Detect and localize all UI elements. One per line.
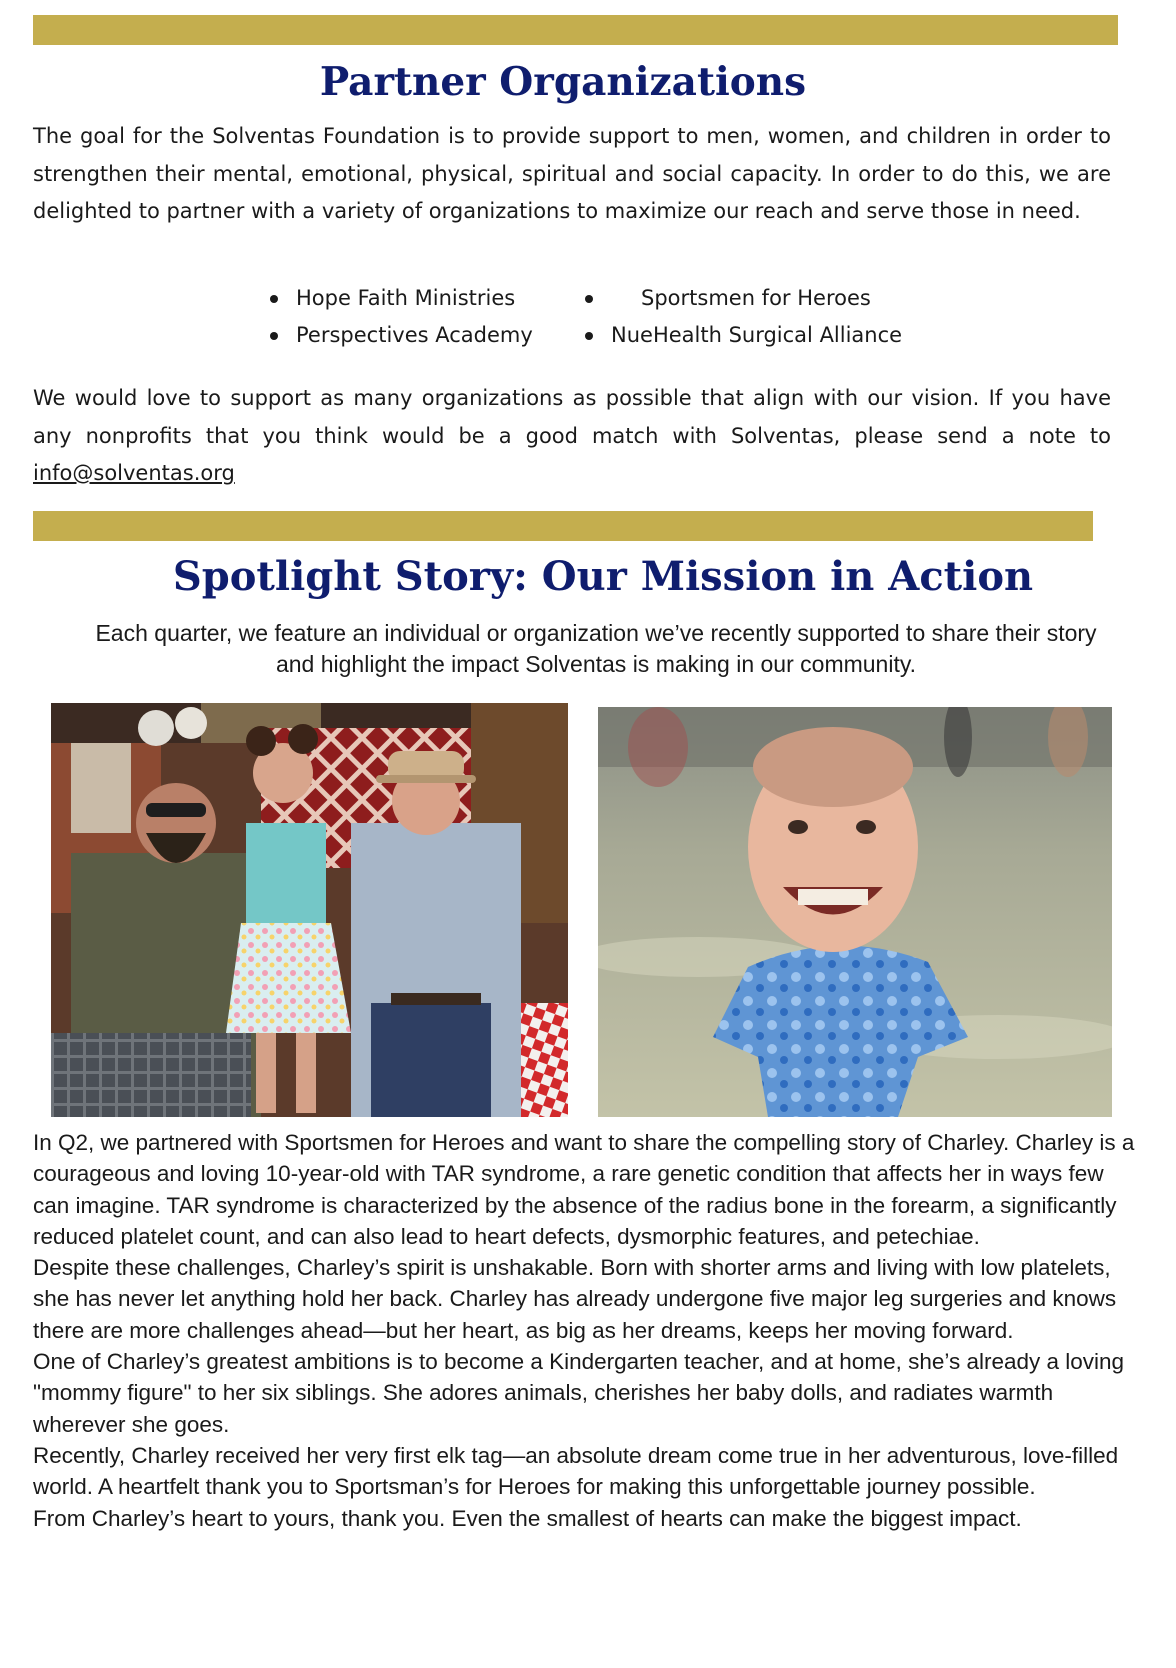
list-item (585, 318, 950, 353)
gold-divider-bar-top (33, 15, 1118, 45)
bullet-icon (270, 295, 278, 303)
email-link[interactable]: info@solventas.org (33, 461, 235, 485)
list-item (270, 281, 585, 316)
partner-support-paragraph (33, 380, 1111, 493)
bullet-icon (270, 332, 278, 340)
story-paragraph: Recently, Charley received her very first elk tag—an absolute dream come true in her adventurous, love-filled world. A heartfelt thank you to Sportsman’s for Heroes for making this unforgettable journey possible. (33, 1442, 1119, 1500)
support-text: We would love to support as many organizations as possible that align with our vision. If you have any nonprofits that you think would be a good match with Solventas, please send a note to (33, 386, 1111, 448)
spotlight-lead-paragraph: Each quarter, we feature an individual or organization we’ve recently supported to share their story and highlight the impact Solventas is making in our community. (95, 620, 1097, 677)
story-paragraph: Despite these challenges, Charley’s spirit is unshakable. Born with shorter arms and living with low platelets, she has never let anything hold her back. Charley has already undergone five major leg surgeries and knows there are more challenges ahead—but her heart, as big as her dreams, keeps her moving forward. (33, 1255, 1117, 1343)
partner-organization-list (270, 281, 950, 353)
spotlight-story-body (33, 1127, 1143, 1534)
organization-name: Sportsmen for Heroes (641, 286, 871, 310)
photo-charley-in-water (598, 707, 1112, 1117)
bullet-icon (585, 332, 593, 340)
organization-name: Perspectives Academy (296, 323, 533, 347)
story-paragraph: In Q2, we partnered with Sportsmen for Heroes and want to share the compelling story of Charley. Charley is a courageous and loving 10-year-old with TAR syndrome, a rare genetic condition that affects her in ways few can imagine. TAR syndrome is characterized by the absence of the radius bone in the forearm, a significantly reduced platelet count, and can also lead to heart defects, dysmorphic features, and petechiae. (33, 1130, 1135, 1249)
list-item (270, 318, 585, 353)
gold-divider-bar-middle (33, 511, 1093, 541)
story-paragraph: From Charley’s heart to yours, thank you. Even the smallest of hearts can make the biggest impact. (33, 1505, 1022, 1531)
bullet-icon (585, 295, 593, 303)
photo-charley-with-supporters (51, 703, 568, 1117)
spotlight-story-title: Spotlight Story: Our Mission in Action (172, 553, 1034, 600)
list-item (585, 281, 950, 316)
story-paragraph: One of Charley’s greatest ambitions is to become a Kindergarten teacher, and at home, she’s already a loving "mommy figure" to her six siblings. She adores animals, cherishes her baby dolls, and radiates warmth wherever she goes. (33, 1349, 1125, 1437)
partner-organizations-title: Partner Organizations (319, 59, 807, 105)
partner-intro-paragraph: The goal for the Solventas Foundation is to provide support to men, women, and children in order to strengthen their mental, emotional, physical, spiritual and social capacity. In order to do this, we are delighted to partner with a variety of organizations to maximize our reach and serve those in need. (33, 124, 1111, 223)
organization-name: NueHealth Surgical Alliance (611, 323, 903, 347)
organization-name: Hope Faith Ministries (296, 286, 516, 310)
